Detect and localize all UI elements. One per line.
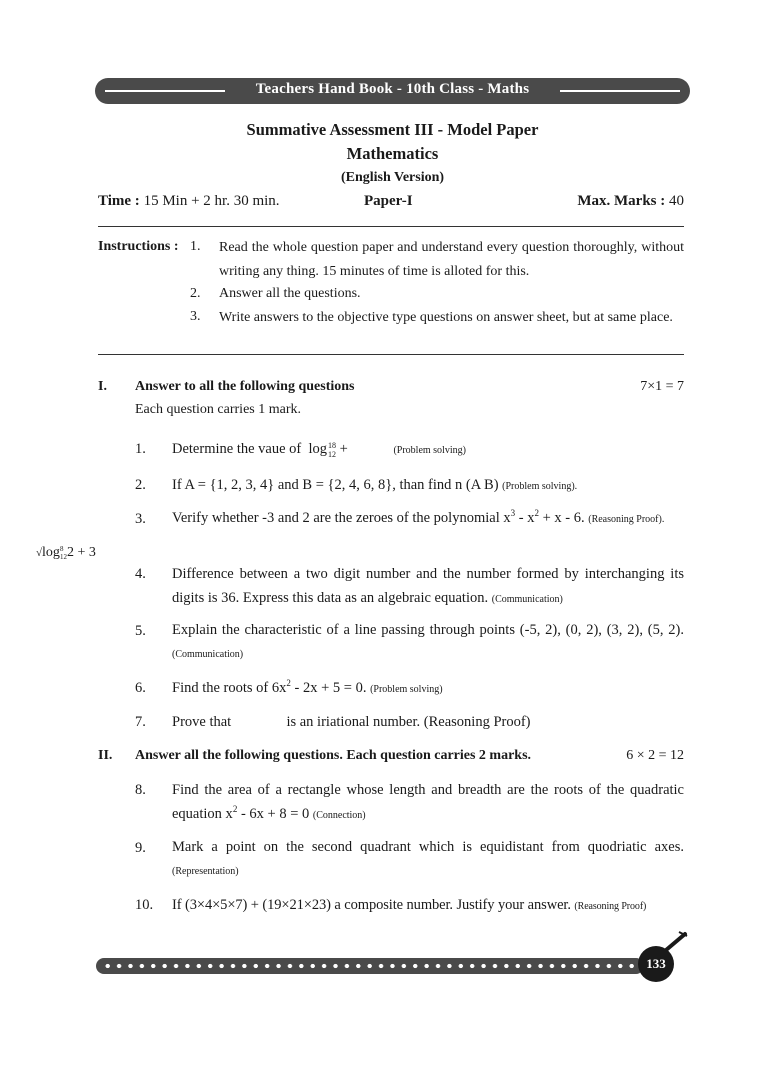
instruction-num: 3. bbox=[190, 309, 201, 324]
question-number: 7. bbox=[135, 714, 146, 730]
page-number: 133 bbox=[646, 956, 666, 971]
paper-version: (English Version) bbox=[340, 170, 445, 185]
instruction-text: Read the whole question paper and understand every question thoroughly, without writing any thing. 15 minutes of time is alloted for this. bbox=[219, 240, 684, 279]
question-tag: (Problem solving). bbox=[502, 481, 578, 492]
question-1 bbox=[172, 437, 684, 463]
question-number: 5. bbox=[135, 623, 146, 639]
section-subheading: Each question carries 1 mark. bbox=[135, 402, 301, 417]
question-text: Difference between a two digit number and the number formed by interchanging its digits is 36. Express this data as an algebraic equation. bbox=[172, 566, 684, 606]
question-tag: (Representation) bbox=[172, 866, 239, 877]
question-text: Prove that bbox=[172, 714, 232, 730]
divider-top bbox=[98, 226, 684, 227]
question-tag: (Reasoning Proof) bbox=[574, 901, 647, 912]
question-number: 8. bbox=[135, 782, 146, 798]
time-value: 15 Min + 2 hr. 30 min. bbox=[143, 193, 280, 209]
question-text: is an iriational number. (Reasoning Proof) bbox=[286, 714, 531, 730]
instructions-label: Instructions : bbox=[98, 239, 179, 254]
question-text: Explain the characteristic of a line passing through points (-5, 2), (0, 2), (3, 2), (5, 2). bbox=[172, 622, 684, 638]
question-3 bbox=[172, 507, 684, 531]
question-tag: (Communication) bbox=[172, 649, 244, 660]
question-tag: (Reasoning Proof). bbox=[588, 514, 665, 525]
question-number: 4. bbox=[135, 566, 146, 582]
question-tag: (Problem solving) bbox=[393, 445, 466, 456]
time-row bbox=[98, 193, 280, 210]
question-number: 10. bbox=[135, 897, 154, 913]
exponent: 2 bbox=[534, 508, 539, 519]
margin-math: √log 8 12 2 + 3 bbox=[36, 545, 96, 561]
instruction-num: 1. bbox=[190, 239, 201, 254]
instruction-text: Answer all the questions. bbox=[219, 286, 361, 301]
question-tag: (Problem solving) bbox=[370, 684, 443, 695]
question-8 bbox=[172, 778, 684, 828]
divider-bottom bbox=[98, 354, 684, 355]
section-heading: Answer all the following questions. Each question carries 2 marks. bbox=[135, 748, 532, 763]
question-2 bbox=[172, 473, 684, 499]
question-text: Verify whether -3 and 2 are the zeroes of the polynomial x bbox=[172, 510, 511, 526]
header-banner bbox=[95, 78, 690, 104]
question-number: 6. bbox=[135, 680, 146, 696]
question-text: Find the area of a rectangle whose length and breadth are the roots of the quadratic equation x bbox=[172, 782, 684, 822]
question-6 bbox=[172, 676, 684, 702]
question-4 bbox=[172, 562, 684, 612]
instruction-num: 2. bbox=[190, 286, 201, 301]
log-term: log bbox=[308, 441, 328, 457]
question-10 bbox=[172, 893, 684, 919]
marks-label: Max. Marks : bbox=[577, 193, 666, 209]
paper-label: Paper-I bbox=[364, 193, 413, 209]
paper-title: Summative Assessment III - Model Paper bbox=[246, 120, 539, 139]
margin-sub: 12 bbox=[59, 553, 67, 561]
question-5 bbox=[172, 619, 684, 666]
section-marks: 7×1 = 7 bbox=[640, 379, 684, 394]
exponent: 2 bbox=[286, 678, 291, 689]
question-text: Determine the vaue of bbox=[172, 441, 302, 457]
question-number: 3. bbox=[135, 511, 146, 527]
marks-value: 40 bbox=[669, 193, 684, 209]
question-text: - x bbox=[515, 510, 535, 526]
log-sub: 12 bbox=[328, 449, 337, 459]
margin-rest: 2 + 3 bbox=[66, 545, 96, 561]
question-text: - 6x + 8 = 0 bbox=[237, 806, 310, 822]
question-9 bbox=[172, 836, 684, 883]
question-text: - 2x + 5 = 0. bbox=[290, 680, 367, 696]
question-text: + x - 6. bbox=[538, 510, 585, 526]
exponent: 2 bbox=[232, 804, 238, 815]
time-label: Time : bbox=[98, 193, 140, 209]
question-text: Mark a point on the second quadrant which is equidistant from quodriatic axes. bbox=[172, 839, 684, 855]
banner-title: Teachers Hand Book - 10th Class - Maths bbox=[95, 81, 690, 98]
log-sup: 18 bbox=[328, 440, 337, 450]
question-text: If (3×4×5×7) + (19×21×23) a composite number. Justify your answer. bbox=[172, 897, 571, 913]
section-marks: 6 × 2 = 12 bbox=[626, 748, 684, 763]
question-7 bbox=[172, 710, 684, 734]
footer-dots bbox=[102, 963, 638, 969]
section-heading: Answer to all the following questions bbox=[135, 379, 355, 394]
plus-sign: + bbox=[339, 441, 348, 457]
section-number: II. bbox=[98, 748, 113, 763]
marks-row bbox=[577, 193, 684, 210]
page-number-badge bbox=[638, 946, 674, 982]
section-number: I. bbox=[98, 379, 107, 394]
margin-sup: 8 bbox=[59, 545, 64, 553]
question-number: 9. bbox=[135, 840, 146, 856]
question-number: 2. bbox=[135, 477, 146, 493]
question-text: Find the roots of 6x bbox=[172, 680, 287, 696]
question-tag: (Communication) bbox=[491, 594, 563, 605]
question-number: 1. bbox=[135, 441, 146, 457]
exponent: 3 bbox=[510, 508, 516, 519]
paper-subject: Mathematics bbox=[346, 144, 439, 163]
question-text: If A = {1, 2, 3, 4} and B = {2, 4, 6, 8}, than find n (A B) bbox=[172, 477, 499, 493]
margin-log: log bbox=[42, 545, 60, 561]
question-tag: (Connection) bbox=[312, 810, 366, 821]
footer-dotted-bar bbox=[96, 958, 644, 974]
instruction-text: Write answers to the objective type questions on answer sheet, but at same place. bbox=[219, 310, 673, 325]
